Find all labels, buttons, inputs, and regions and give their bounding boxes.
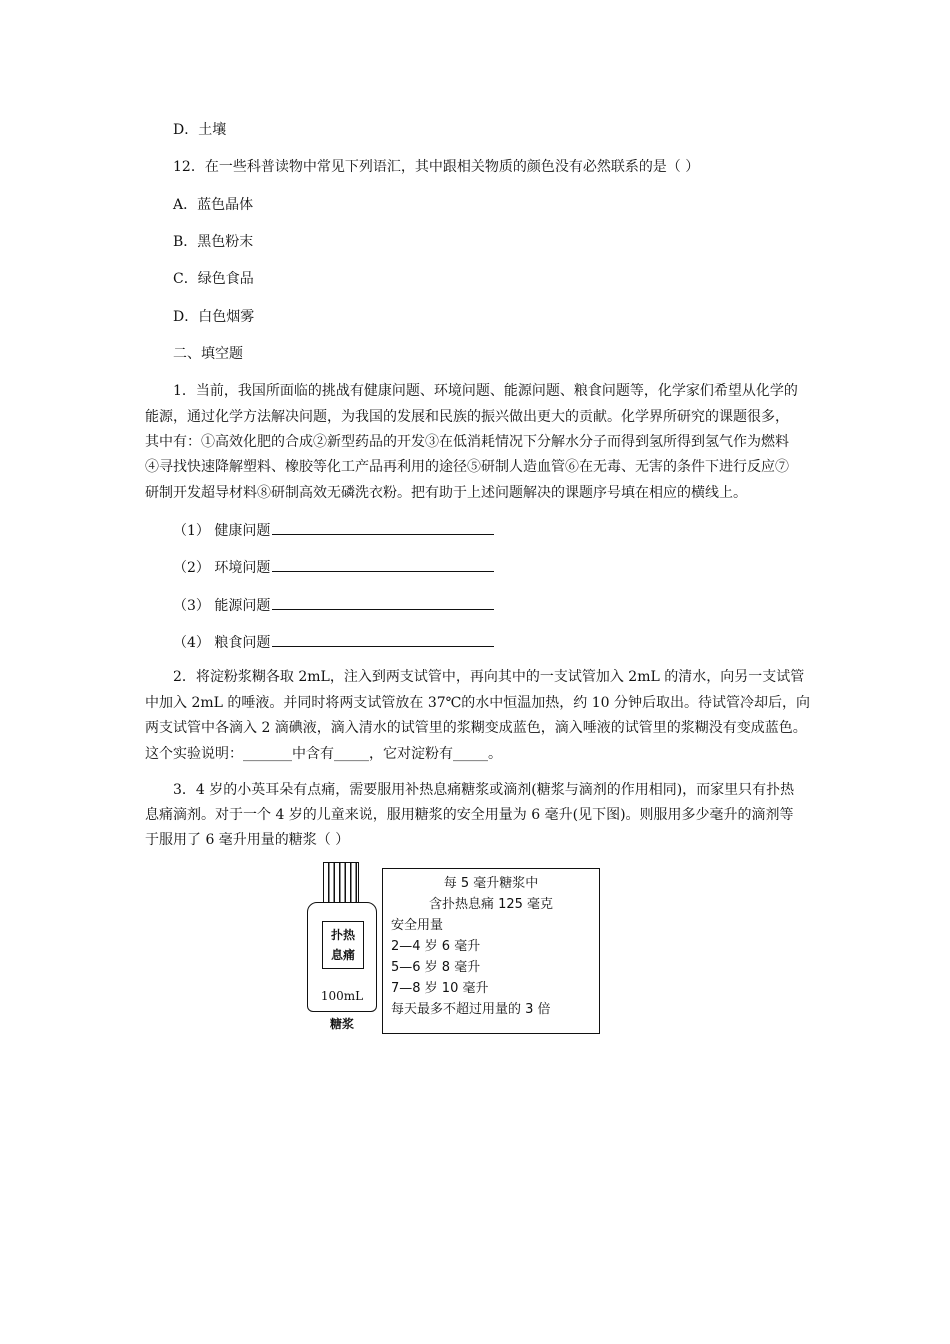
fill1-item-health (173, 520, 494, 540)
fill3-line-3: 于服用了 6 毫升用量的糖浆（ ） (145, 832, 350, 848)
fill1-line-4: ④寻找快速降解塑料、橡胶等化工产品再利用的途径⑤研制人造血管⑥在无毒、无害的条件下进行反应⑦ (145, 459, 789, 475)
fill1-item-food (173, 632, 494, 652)
bottle-label-line-1: 扑热 (330, 928, 355, 942)
dosage-info-box (382, 868, 600, 1034)
fill1-line-1: 1．当前，我国所面临的挑战有健康问题、环境问题、能源问题、粮食问题等，化学家们希望从化学的 (173, 383, 798, 399)
fill1-line-2: 能源，通过化学方法解决问题，为我国的发展和民族的振兴做出更大的贡献。化学界所研究的课题很多， (145, 409, 789, 425)
info-line-1: 每 5 毫升糖浆中 (443, 876, 539, 891)
answer-blank[interactable] (272, 595, 494, 610)
fill3-line-2: 息痛滴剂。对于一个 4 岁的儿童来说，服用糖浆的安全用量为 6 毫升(见下图)。则服用多少毫升的滴剂等 (145, 807, 794, 823)
fill2-line-1: 2．将淀粉浆糊各取 2mL，注入到两支试管中，再向其中的一支试管加入 2mL 的清水，向另一支试管 (173, 669, 805, 685)
q12-option-a: A．蓝色晶体 (173, 197, 254, 213)
info-line-3: 安全用量 (391, 918, 444, 933)
fill1-line-3: 其中有：①高效化肥的合成②新型药品的开发③在低消耗情况下分解水分子而得到氢所得到氢气作为燃料 (145, 434, 789, 450)
bottle-cap (323, 862, 359, 904)
info-line-6: 7—8 岁 10 毫升 (391, 981, 489, 996)
syrup-bottle (307, 902, 377, 1012)
fill1-item-energy (173, 595, 494, 615)
fill1-item-label: （4） 粮食问题 (173, 635, 271, 651)
syrup-figure (305, 862, 605, 1042)
q12-option-b: B．黑色粉末 (173, 234, 254, 250)
fill2-line-2: 中加入 2mL 的唾液。并同时将两支试管放在 37℃的水中恒温加热，约 10 分钟后取出。待试管冷却后，向 (145, 695, 811, 711)
section-title: 二、填空题 (173, 346, 243, 362)
answer-blank[interactable] (272, 632, 494, 647)
info-line-4: 2—4 岁 6 毫升 (391, 939, 481, 954)
bottle-label-line-2: 息痛 (330, 948, 355, 962)
fill1-item-label: （3） 能源问题 (173, 598, 271, 614)
q12-option-d: D．白色烟雾 (173, 309, 255, 325)
bottle-caption: 糖浆 (329, 1017, 354, 1031)
info-line-2: 含扑热息痛 125 毫克 (428, 897, 554, 912)
bottle-volume: 100mL (320, 989, 364, 1003)
fill1-item-label: （1） 健康问题 (173, 523, 271, 539)
fill3-line-1: 3．4 岁的小英耳朵有点痛，需要服用补热息痛糖浆或滴剂(糖浆与滴剂的作用相同)，而家里只有扑热 (173, 782, 795, 798)
fill1-item-environment (173, 557, 494, 577)
q12-stem: 12．在一些科普读物中常见下列语汇，其中跟相关物质的颜色没有必然联系的是（ ） (173, 159, 700, 175)
answer-blank[interactable] (272, 520, 494, 535)
fill2-line-3: 两支试管中各滴入 2 滴碘液，滴入清水的试管里的浆糊变成蓝色，滴入唾液的试管里的浆糊没有变成蓝色。 (145, 720, 807, 736)
q11-option-d: D．土壤 (173, 122, 227, 138)
fill1-item-label: （2） 环境问题 (173, 560, 271, 576)
info-line-5: 5—6 岁 8 毫升 (391, 960, 481, 975)
q12-option-c: C．绿色食品 (173, 271, 254, 287)
fill1-line-5: 研制开发超导材料⑧研制高效无磷洗衣粉。把有助于上述问题解决的课题序号填在相应的横线上。 (145, 485, 747, 501)
bottle-label (322, 921, 364, 969)
info-line-7: 每天最多不超过用量的 3 倍 (391, 1002, 551, 1017)
answer-blank[interactable] (272, 557, 494, 572)
fill2-line-4: 这个实验说明：_______中含有_____，它对淀粉有_____。 (145, 746, 502, 762)
